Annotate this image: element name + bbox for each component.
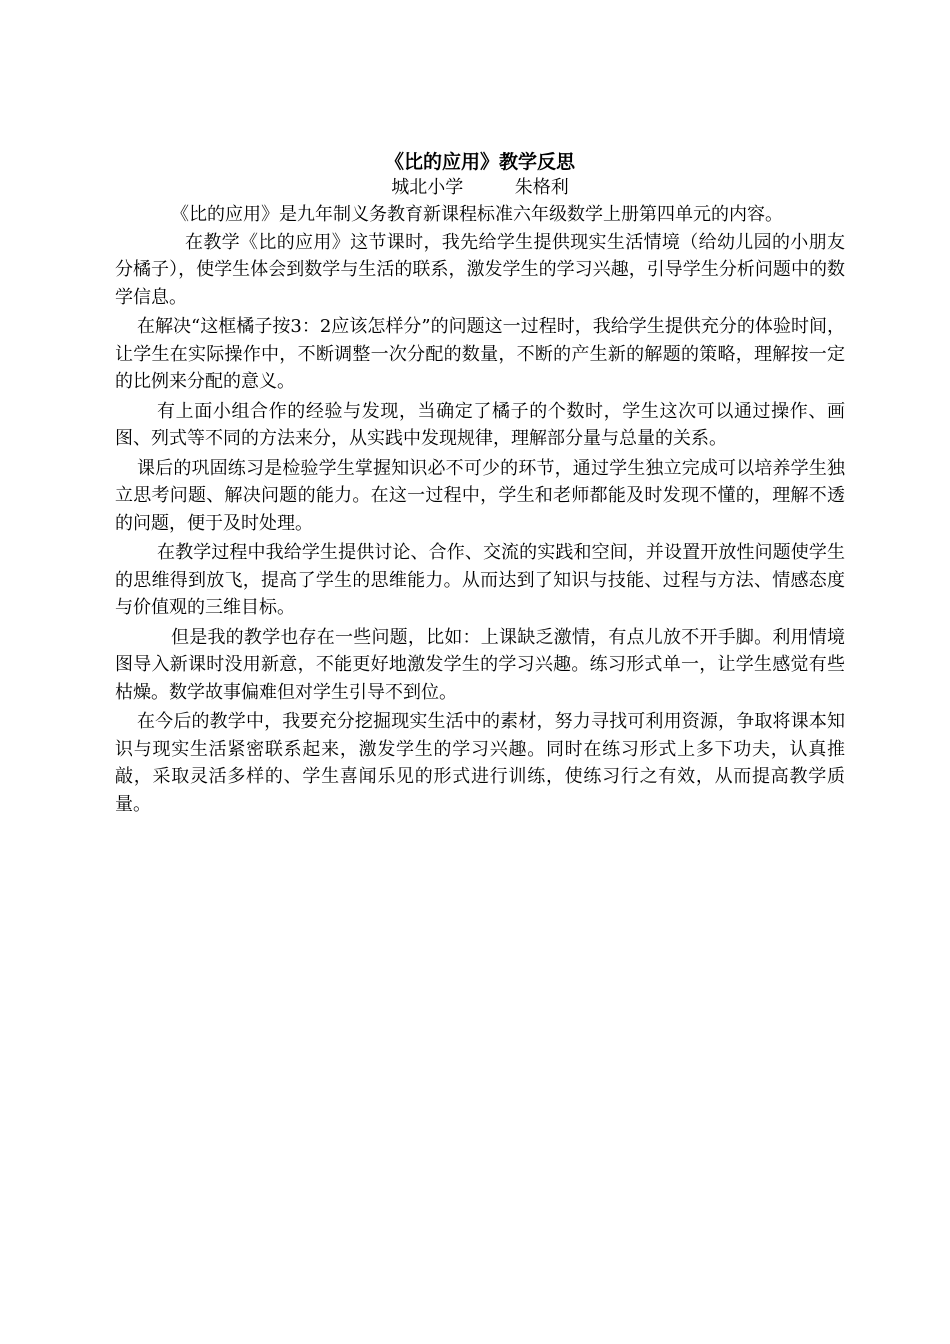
paragraph-problem-solving: 在解决“这框橘子按3：2应该怎样分”的问题这一过程时，我给学生提供充分的体验时间，让学生在实际操作中，不断调整一次分配的数量，不断的产生新的解题的策略，理解按一定的比例来分配的意义。	[115, 316, 845, 392]
document-body	[115, 150, 845, 818]
paragraph-intro: 《比的应用》是九年制义务教育新课程标准六年级数学上册第四单元的内容。	[171, 204, 783, 225]
author-name: 朱格利	[514, 177, 569, 198]
paragraph-group-work: 有上面小组合作的经验与发现，当确定了橘子的个数时，学生这次可以通过操作、画图、列式等不同的方法来分，从实践中发现规律，理解部分量与总量的关系。	[115, 400, 845, 449]
paragraph-situation: 在教学《比的应用》这节课时，我先给学生提供现实生活情境（给幼儿园的小朋友分橘子），使学生体会到数学与生活的联系，激发学生的学习兴趣，引导学生分析问题中的数学信息。	[115, 231, 845, 308]
paragraph-problems: 但是我的教学也存在一些问题，比如：上课缺乏激情，有点儿放不开手脚。利用情境图导入新课时没用新意，不能更好地激发学生的学习兴趣。练习形式单一，让学生感觉有些枯燥。数学故事偏难但对学生引导不到位。	[115, 626, 845, 703]
paragraph-practice: 课后的巩固练习是检验学生掌握知识必不可少的环节，通过学生独立完成可以培养学生独立思考问题、解决问题的能力。在这一过程中，学生和老师都能及时发现不懂的，理解不透的问题，便于及时处理。	[115, 457, 845, 534]
byline	[115, 175, 845, 201]
paragraph-future: 在今后的教学中，我要充分挖掘现实生活中的素材，努力寻找可利用资源，争取将课本知识与现实生活紧密联系起来，激发学生的学习兴趣。同时在练习形式上多下功夫，认真推敲，采取灵活多样的、学生喜闻乐见的形式进行训练，使练习行之有效，从而提高教学质量。	[115, 711, 845, 815]
school-name: 城北小学	[391, 177, 464, 198]
document-title: 《比的应用》教学反思	[384, 151, 575, 173]
paragraph-discussion: 在教学过程中我给学生提供讨论、合作、交流的实践和空间，并设置开放性问题使学生的思维得到放飞，提高了学生的思维能力。从而达到了知识与技能、过程与方法、情感态度与价值观的三维目标。	[115, 542, 845, 618]
